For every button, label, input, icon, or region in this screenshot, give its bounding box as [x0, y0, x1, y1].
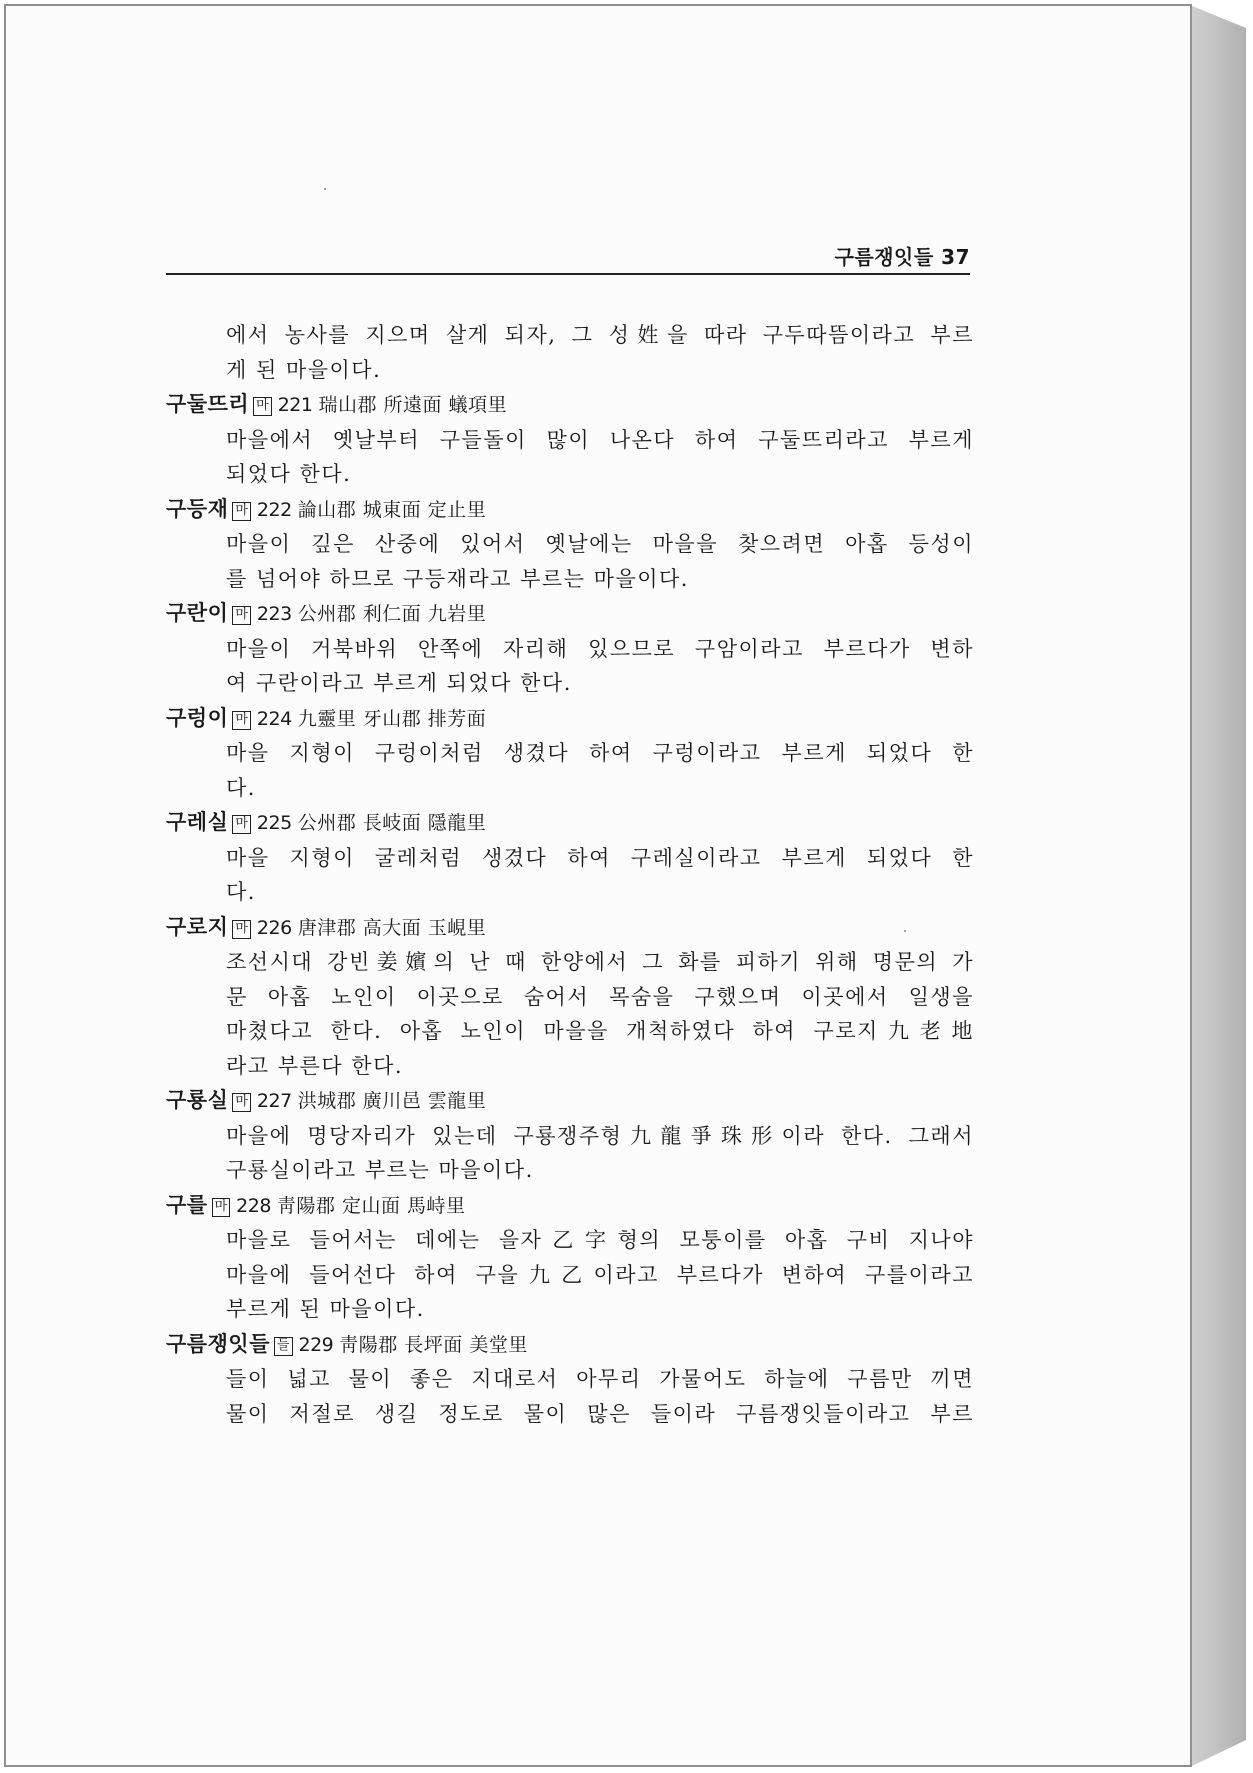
entry-type-mark: 마	[232, 815, 251, 834]
entry-location: 公州郡 利仁面 九岩里	[297, 603, 487, 625]
entry-location: 唐津郡 高大面 玉峴里	[297, 916, 487, 939]
entry-text-line: 마쳤다고 한다. 아홉 노인이 마을을 개척하였다 하여 구로지九老地	[226, 1019, 974, 1043]
entry-location: 瑞山郡 所遠面 蟻項里	[318, 394, 508, 416]
entry-number: 228	[236, 1194, 271, 1217]
entry-text-line: 여 구란이라고 부르게 되었다 한다.	[226, 671, 572, 695]
entry-text-line: 물이 저절로 생길 정도로 물이 많은 들이라 구름쟁잇들이라고 부르	[226, 1401, 974, 1426]
entry-heading	[166, 910, 974, 946]
entry-text-line: 조선시대 강빈姜嬪의 난 때 한양에서 그 화를 피하기 위해 명문의 가	[226, 950, 974, 974]
entry-type-mark: 마	[253, 397, 272, 416]
running-header	[166, 241, 970, 275]
entry-text-line: 마을로 들어서는 데에는 을자乙字형의 모퉁이를 아홉 구비 지나야	[226, 1228, 974, 1252]
entry-type-mark: 마	[232, 1093, 251, 1112]
entry-headword: 구렁이	[166, 705, 229, 730]
entry-headword: 구룡실	[166, 1088, 229, 1112]
entry-heading	[166, 492, 974, 528]
entry-text-line: 라고 부른다 한다.	[226, 1053, 404, 1078]
entry-text-line: 에서 농사를 지으며 살게 되자, 그 성姓을 따라 구두따뜸이라고 부르	[226, 323, 974, 347]
entry-headword: 구란이	[166, 601, 229, 625]
entry-number: 227	[256, 1090, 292, 1112]
dictionary-entry	[166, 387, 974, 492]
entry-heading	[166, 1188, 974, 1224]
dictionary-entry	[166, 701, 974, 806]
entry-text-line: 를 넘어야 하므로 구등재라고 부르는 마을이다.	[226, 566, 689, 591]
entry-type-mark: 들	[274, 1337, 293, 1356]
entry-text-line: 마을에서 옛날부터 구들돌이 많이 나온다 하여 구둘뜨리라고 부르게	[226, 427, 974, 452]
page-edge-shadow	[1192, 6, 1246, 1766]
continued-entry	[166, 318, 974, 387]
dictionary-content	[166, 318, 974, 1431]
entry-number: 225	[256, 812, 292, 834]
entry-number: 229	[298, 1333, 334, 1356]
entry-text-line: 부르게 된 마을이다.	[226, 1297, 425, 1321]
entry-text-line: 마을 지형이 굴레처럼 생겼다 하여 구레실이라고 부르게 되었다 한	[226, 845, 974, 870]
dictionary-entry	[166, 805, 974, 910]
running-header-title: 구름쟁잇들 37	[834, 245, 970, 269]
entry-type-mark: 마	[212, 1198, 231, 1217]
entry-location: 靑陽郡 定山面 馬峙里	[276, 1194, 466, 1217]
entry-location: 靑陽郡 長坪面 美堂里	[339, 1333, 528, 1356]
entry-heading	[166, 1327, 974, 1363]
entry-heading	[166, 596, 974, 632]
dictionary-entry	[166, 492, 974, 597]
entry-type-mark: 마	[232, 606, 251, 625]
entry-headword: 구로지	[166, 914, 229, 939]
entry-heading	[166, 387, 974, 423]
entry-text-line: 구룡실이라고 부르는 마을이다.	[226, 1158, 534, 1182]
entry-text-line: 다.	[226, 775, 256, 800]
entry-location: 九靈里 牙山郡 排芳面	[297, 707, 487, 730]
entry-text-line: 게 된 마을이다.	[226, 357, 382, 382]
dictionary-entry	[166, 910, 974, 1084]
entry-type-mark: 마	[232, 920, 251, 939]
entry-heading	[166, 805, 974, 841]
entry-text-line: 마을이 깊은 산중에 있어서 옛날에는 마을을 찾으려면 아홉 등성이	[226, 532, 974, 556]
dictionary-entry	[166, 596, 974, 701]
dictionary-entry	[166, 1188, 974, 1327]
entry-location: 論山郡 城東面 定止里	[297, 498, 487, 521]
entry-text-line: 마을 지형이 구렁이처럼 생겼다 하여 구렁이라고 부르게 되었다 한	[226, 741, 974, 765]
entry-text-line: 다.	[226, 880, 256, 904]
entry-headword: 구레실	[166, 810, 229, 834]
dictionary-entry	[166, 1327, 974, 1432]
entry-text-line: 마을에 명당자리가 있는데 구룡쟁주형九龍爭珠形이라 한다. 그래서	[226, 1123, 974, 1148]
entry-text-line: 마을에 들어선다 하여 구을九乙이라고 부르다가 변하여 구를이라고	[226, 1262, 974, 1287]
entry-number: 221	[277, 394, 313, 416]
entry-text-line: 되었다 한다.	[226, 462, 352, 486]
entry-type-mark: 마	[232, 711, 251, 730]
entry-text-line: 문 아홉 노인이 이곳으로 숨어서 목숨을 구했으며 이곳에서 일생을	[226, 984, 974, 1009]
entry-number: 223	[256, 603, 292, 625]
entry-location: 公州郡 長岐面 隱龍里	[297, 812, 487, 834]
entry-heading	[166, 701, 974, 737]
entry-headword: 구둘뜨리	[166, 392, 250, 416]
entry-heading	[166, 1083, 974, 1119]
entry-location: 洪城郡 廣川邑 雲龍里	[297, 1090, 487, 1112]
entry-number: 224	[256, 707, 292, 730]
dictionary-entry	[166, 1083, 974, 1188]
entry-headword: 구를	[166, 1192, 208, 1217]
entry-text-line: 마을이 거북바위 안쪽에 자리해 있으므로 구암이라고 부르다가 변하	[226, 636, 974, 661]
entry-number: 222	[256, 498, 292, 521]
entry-headword: 구름쟁잇들	[166, 1331, 270, 1356]
entry-text-line: 들이 넓고 물이 좋은 지대로서 아무리 가물어도 하늘에 구름만 끼면	[226, 1367, 974, 1391]
entry-number: 226	[256, 916, 292, 939]
entry-headword: 구등재	[166, 496, 229, 521]
entry-type-mark: 마	[232, 502, 251, 521]
speck	[324, 188, 326, 190]
